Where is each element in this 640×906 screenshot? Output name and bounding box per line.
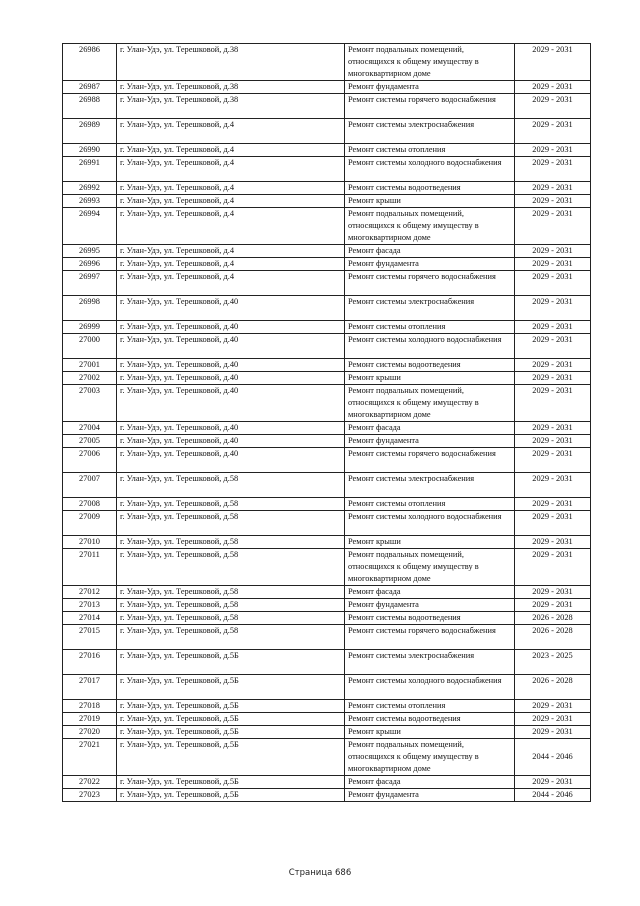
work-type-cell: Ремонт крыши	[345, 195, 515, 208]
work-type-cell: Ремонт системы электроснабжения	[345, 296, 515, 321]
table-row	[63, 713, 591, 726]
period-cell: 2029 - 2031	[515, 195, 591, 208]
address-cell: г. Улан-Удэ, ул. Терешковой, д.58	[117, 511, 345, 536]
work-type-cell: Ремонт фасада	[345, 776, 515, 789]
row-number-cell: 26991	[63, 157, 117, 182]
row-number-cell: 27012	[63, 586, 117, 599]
table-row	[63, 372, 591, 385]
work-type-cell: Ремонт крыши	[345, 726, 515, 739]
period-cell: 2029 - 2031	[515, 182, 591, 195]
table-row	[63, 321, 591, 334]
work-type-cell: Ремонт фундамента	[345, 258, 515, 271]
period-cell: 2029 - 2031	[515, 586, 591, 599]
work-type-cell: Ремонт подвальных помещений, относящихся к общему имуществу в многоквартирном доме	[345, 739, 515, 776]
row-number-cell: 27003	[63, 385, 117, 422]
row-number-cell: 27007	[63, 473, 117, 498]
row-number-cell: 27008	[63, 498, 117, 511]
work-type-cell: Ремонт подвальных помещений, относящихся к общему имуществу в многоквартирном доме	[345, 208, 515, 245]
work-type-cell: Ремонт системы электроснабжения	[345, 650, 515, 675]
table-row	[63, 119, 591, 144]
table-row	[63, 435, 591, 448]
row-number-cell: 26999	[63, 321, 117, 334]
address-cell: г. Улан-Удэ, ул. Терешковой, д.38	[117, 94, 345, 119]
table-row	[63, 296, 591, 321]
table-row	[63, 599, 591, 612]
row-number-cell: 26992	[63, 182, 117, 195]
address-cell: г. Улан-Удэ, ул. Терешковой, д.40	[117, 359, 345, 372]
work-type-cell: Ремонт системы горячего водоснабжения	[345, 448, 515, 473]
period-cell: 2026 - 2028	[515, 612, 591, 625]
row-number-cell: 27005	[63, 435, 117, 448]
work-type-cell: Ремонт крыши	[345, 372, 515, 385]
table-row	[63, 650, 591, 675]
period-cell: 2029 - 2031	[515, 372, 591, 385]
address-cell: г. Улан-Удэ, ул. Терешковой, д.4	[117, 258, 345, 271]
work-type-cell: Ремонт системы холодного водоснабжения	[345, 511, 515, 536]
table-row	[63, 195, 591, 208]
period-cell: 2029 - 2031	[515, 385, 591, 422]
row-number-cell: 27001	[63, 359, 117, 372]
address-cell: г. Улан-Удэ, ул. Терешковой, д.5Б	[117, 675, 345, 700]
work-type-cell: Ремонт подвальных помещений, относящихся к общему имуществу в многоквартирном доме	[345, 385, 515, 422]
row-number-cell: 27018	[63, 700, 117, 713]
table-row	[63, 208, 591, 245]
address-cell: г. Улан-Удэ, ул. Терешковой, д.58	[117, 473, 345, 498]
address-cell: г. Улан-Удэ, ул. Терешковой, д.58	[117, 612, 345, 625]
table-row	[63, 144, 591, 157]
work-type-cell: Ремонт подвальных помещений, относящихся к общему имуществу в многоквартирном доме	[345, 44, 515, 81]
period-cell: 2029 - 2031	[515, 321, 591, 334]
row-number-cell: 27020	[63, 726, 117, 739]
period-cell: 2029 - 2031	[515, 44, 591, 81]
row-number-cell: 26993	[63, 195, 117, 208]
repair-schedule-table	[62, 43, 591, 802]
table-row	[63, 625, 591, 650]
work-type-cell: Ремонт системы электроснабжения	[345, 119, 515, 144]
period-cell: 2044 - 2046	[515, 739, 591, 776]
table-row	[63, 448, 591, 473]
table-row	[63, 536, 591, 549]
row-number-cell: 27016	[63, 650, 117, 675]
address-cell: г. Улан-Удэ, ул. Терешковой, д.4	[117, 157, 345, 182]
work-type-cell: Ремонт фундамента	[345, 81, 515, 94]
period-cell: 2029 - 2031	[515, 448, 591, 473]
work-type-cell: Ремонт системы горячего водоснабжения	[345, 94, 515, 119]
period-cell: 2029 - 2031	[515, 776, 591, 789]
row-number-cell: 27011	[63, 549, 117, 586]
work-type-cell: Ремонт системы водоотведения	[345, 182, 515, 195]
table-row	[63, 334, 591, 359]
row-number-cell: 27019	[63, 713, 117, 726]
table-row	[63, 612, 591, 625]
row-number-cell: 27015	[63, 625, 117, 650]
period-cell: 2026 - 2028	[515, 625, 591, 650]
work-type-cell: Ремонт фундамента	[345, 789, 515, 802]
period-cell: 2029 - 2031	[515, 726, 591, 739]
address-cell: г. Улан-Удэ, ул. Терешковой, д.58	[117, 498, 345, 511]
row-number-cell: 26988	[63, 94, 117, 119]
address-cell: г. Улан-Удэ, ул. Терешковой, д.5Б	[117, 713, 345, 726]
table-row	[63, 359, 591, 372]
address-cell: г. Улан-Удэ, ул. Терешковой, д.4	[117, 195, 345, 208]
address-cell: г. Улан-Удэ, ул. Терешковой, д.40	[117, 422, 345, 435]
table-row	[63, 94, 591, 119]
period-cell: 2029 - 2031	[515, 258, 591, 271]
table-row	[63, 739, 591, 776]
work-type-cell: Ремонт фундамента	[345, 435, 515, 448]
address-cell: г. Улан-Удэ, ул. Терешковой, д.4	[117, 245, 345, 258]
work-type-cell: Ремонт системы водоотведения	[345, 359, 515, 372]
table-row	[63, 586, 591, 599]
period-cell: 2029 - 2031	[515, 536, 591, 549]
row-number-cell: 26996	[63, 258, 117, 271]
address-cell: г. Улан-Удэ, ул. Терешковой, д.5Б	[117, 739, 345, 776]
row-number-cell: 27014	[63, 612, 117, 625]
work-type-cell: Ремонт системы холодного водоснабжения	[345, 675, 515, 700]
page-number: Страница 686	[288, 868, 352, 878]
work-type-cell: Ремонт системы водоотведения	[345, 612, 515, 625]
address-cell: г. Улан-Удэ, ул. Терешковой, д.58	[117, 599, 345, 612]
work-type-cell: Ремонт фасада	[345, 245, 515, 258]
address-cell: г. Улан-Удэ, ул. Терешковой, д.5Б	[117, 776, 345, 789]
address-cell: г. Улан-Удэ, ул. Терешковой, д.5Б	[117, 700, 345, 713]
work-type-cell: Ремонт системы холодного водоснабжения	[345, 157, 515, 182]
address-cell: г. Улан-Удэ, ул. Терешковой, д.4	[117, 271, 345, 296]
table-row	[63, 700, 591, 713]
work-type-cell: Ремонт крыши	[345, 536, 515, 549]
table-row	[63, 422, 591, 435]
table-row	[63, 182, 591, 195]
table-row	[63, 157, 591, 182]
work-type-cell: Ремонт системы отопления	[345, 700, 515, 713]
address-cell: г. Улан-Удэ, ул. Терешковой, д.38	[117, 44, 345, 81]
address-cell: г. Улан-Удэ, ул. Терешковой, д.40	[117, 385, 345, 422]
address-cell: г. Улан-Удэ, ул. Терешковой, д.5Б	[117, 726, 345, 739]
row-number-cell: 26994	[63, 208, 117, 245]
period-cell: 2029 - 2031	[515, 81, 591, 94]
period-cell: 2023 - 2025	[515, 650, 591, 675]
row-number-cell: 27013	[63, 599, 117, 612]
work-type-cell: Ремонт системы холодного водоснабжения	[345, 334, 515, 359]
period-cell: 2029 - 2031	[515, 296, 591, 321]
period-cell: 2029 - 2031	[515, 157, 591, 182]
row-number-cell: 27000	[63, 334, 117, 359]
work-type-cell: Ремонт системы горячего водоснабжения	[345, 271, 515, 296]
work-type-cell: Ремонт системы отопления	[345, 144, 515, 157]
row-number-cell: 26990	[63, 144, 117, 157]
address-cell: г. Улан-Удэ, ул. Терешковой, д.4	[117, 182, 345, 195]
period-cell: 2029 - 2031	[515, 435, 591, 448]
table-row	[63, 258, 591, 271]
table-row	[63, 549, 591, 586]
address-cell: г. Улан-Удэ, ул. Терешковой, д.38	[117, 81, 345, 94]
table-row	[63, 81, 591, 94]
row-number-cell: 26989	[63, 119, 117, 144]
address-cell: г. Улан-Удэ, ул. Терешковой, д.58	[117, 625, 345, 650]
row-number-cell: 27010	[63, 536, 117, 549]
row-number-cell: 27017	[63, 675, 117, 700]
table-row	[63, 789, 591, 802]
table-row	[63, 385, 591, 422]
address-cell: г. Улан-Удэ, ул. Терешковой, д.40	[117, 321, 345, 334]
address-cell: г. Улан-Удэ, ул. Терешковой, д.40	[117, 372, 345, 385]
work-type-cell: Ремонт системы отопления	[345, 498, 515, 511]
row-number-cell: 27009	[63, 511, 117, 536]
address-cell: г. Улан-Удэ, ул. Терешковой, д.58	[117, 549, 345, 586]
period-cell: 2026 - 2028	[515, 675, 591, 700]
address-cell: г. Улан-Удэ, ул. Терешковой, д.40	[117, 435, 345, 448]
work-type-cell: Ремонт системы водоотведения	[345, 713, 515, 726]
address-cell: г. Улан-Удэ, ул. Терешковой, д.4	[117, 119, 345, 144]
address-cell: г. Улан-Удэ, ул. Терешковой, д.40	[117, 296, 345, 321]
row-number-cell: 26997	[63, 271, 117, 296]
table-row	[63, 511, 591, 536]
address-cell: г. Улан-Удэ, ул. Терешковой, д.58	[117, 536, 345, 549]
work-type-cell: Ремонт подвальных помещений, относящихся к общему имуществу в многоквартирном доме	[345, 549, 515, 586]
period-cell: 2029 - 2031	[515, 119, 591, 144]
work-type-cell: Ремонт системы электроснабжения	[345, 473, 515, 498]
row-number-cell: 27023	[63, 789, 117, 802]
table-row	[63, 245, 591, 258]
row-number-cell: 26987	[63, 81, 117, 94]
table-row	[63, 776, 591, 789]
table-row	[63, 498, 591, 511]
period-cell: 2029 - 2031	[515, 713, 591, 726]
table-row	[63, 473, 591, 498]
work-type-cell: Ремонт фасада	[345, 422, 515, 435]
address-cell: г. Улан-Удэ, ул. Терешковой, д.5Б	[117, 789, 345, 802]
period-cell: 2029 - 2031	[515, 700, 591, 713]
period-cell: 2029 - 2031	[515, 549, 591, 586]
period-cell: 2029 - 2031	[515, 473, 591, 498]
period-cell: 2029 - 2031	[515, 271, 591, 296]
period-cell: 2029 - 2031	[515, 511, 591, 536]
period-cell: 2029 - 2031	[515, 498, 591, 511]
address-cell: г. Улан-Удэ, ул. Терешковой, д.4	[117, 208, 345, 245]
table-body	[63, 44, 591, 802]
period-cell: 2029 - 2031	[515, 144, 591, 157]
address-cell: г. Улан-Удэ, ул. Терешковой, д.5Б	[117, 650, 345, 675]
period-cell: 2029 - 2031	[515, 94, 591, 119]
period-cell: 2029 - 2031	[515, 599, 591, 612]
address-cell: г. Улан-Удэ, ул. Терешковой, д.58	[117, 586, 345, 599]
table-row	[63, 271, 591, 296]
period-cell: 2029 - 2031	[515, 422, 591, 435]
period-cell: 2029 - 2031	[515, 334, 591, 359]
table-row	[63, 44, 591, 81]
period-cell: 2029 - 2031	[515, 359, 591, 372]
work-type-cell: Ремонт фундамента	[345, 599, 515, 612]
row-number-cell: 26995	[63, 245, 117, 258]
row-number-cell: 26986	[63, 44, 117, 81]
row-number-cell: 27021	[63, 739, 117, 776]
work-type-cell: Ремонт системы отопления	[345, 321, 515, 334]
row-number-cell: 27004	[63, 422, 117, 435]
work-type-cell: Ремонт фасада	[345, 586, 515, 599]
row-number-cell: 27006	[63, 448, 117, 473]
period-cell: 2029 - 2031	[515, 208, 591, 245]
row-number-cell: 27022	[63, 776, 117, 789]
row-number-cell: 27002	[63, 372, 117, 385]
address-cell: г. Улан-Удэ, ул. Терешковой, д.4	[117, 144, 345, 157]
period-cell: 2044 - 2046	[515, 789, 591, 802]
period-cell: 2029 - 2031	[515, 245, 591, 258]
address-cell: г. Улан-Удэ, ул. Терешковой, д.40	[117, 334, 345, 359]
work-type-cell: Ремонт системы горячего водоснабжения	[345, 625, 515, 650]
row-number-cell: 26998	[63, 296, 117, 321]
address-cell: г. Улан-Удэ, ул. Терешковой, д.40	[117, 448, 345, 473]
table-row	[63, 726, 591, 739]
table-row	[63, 675, 591, 700]
